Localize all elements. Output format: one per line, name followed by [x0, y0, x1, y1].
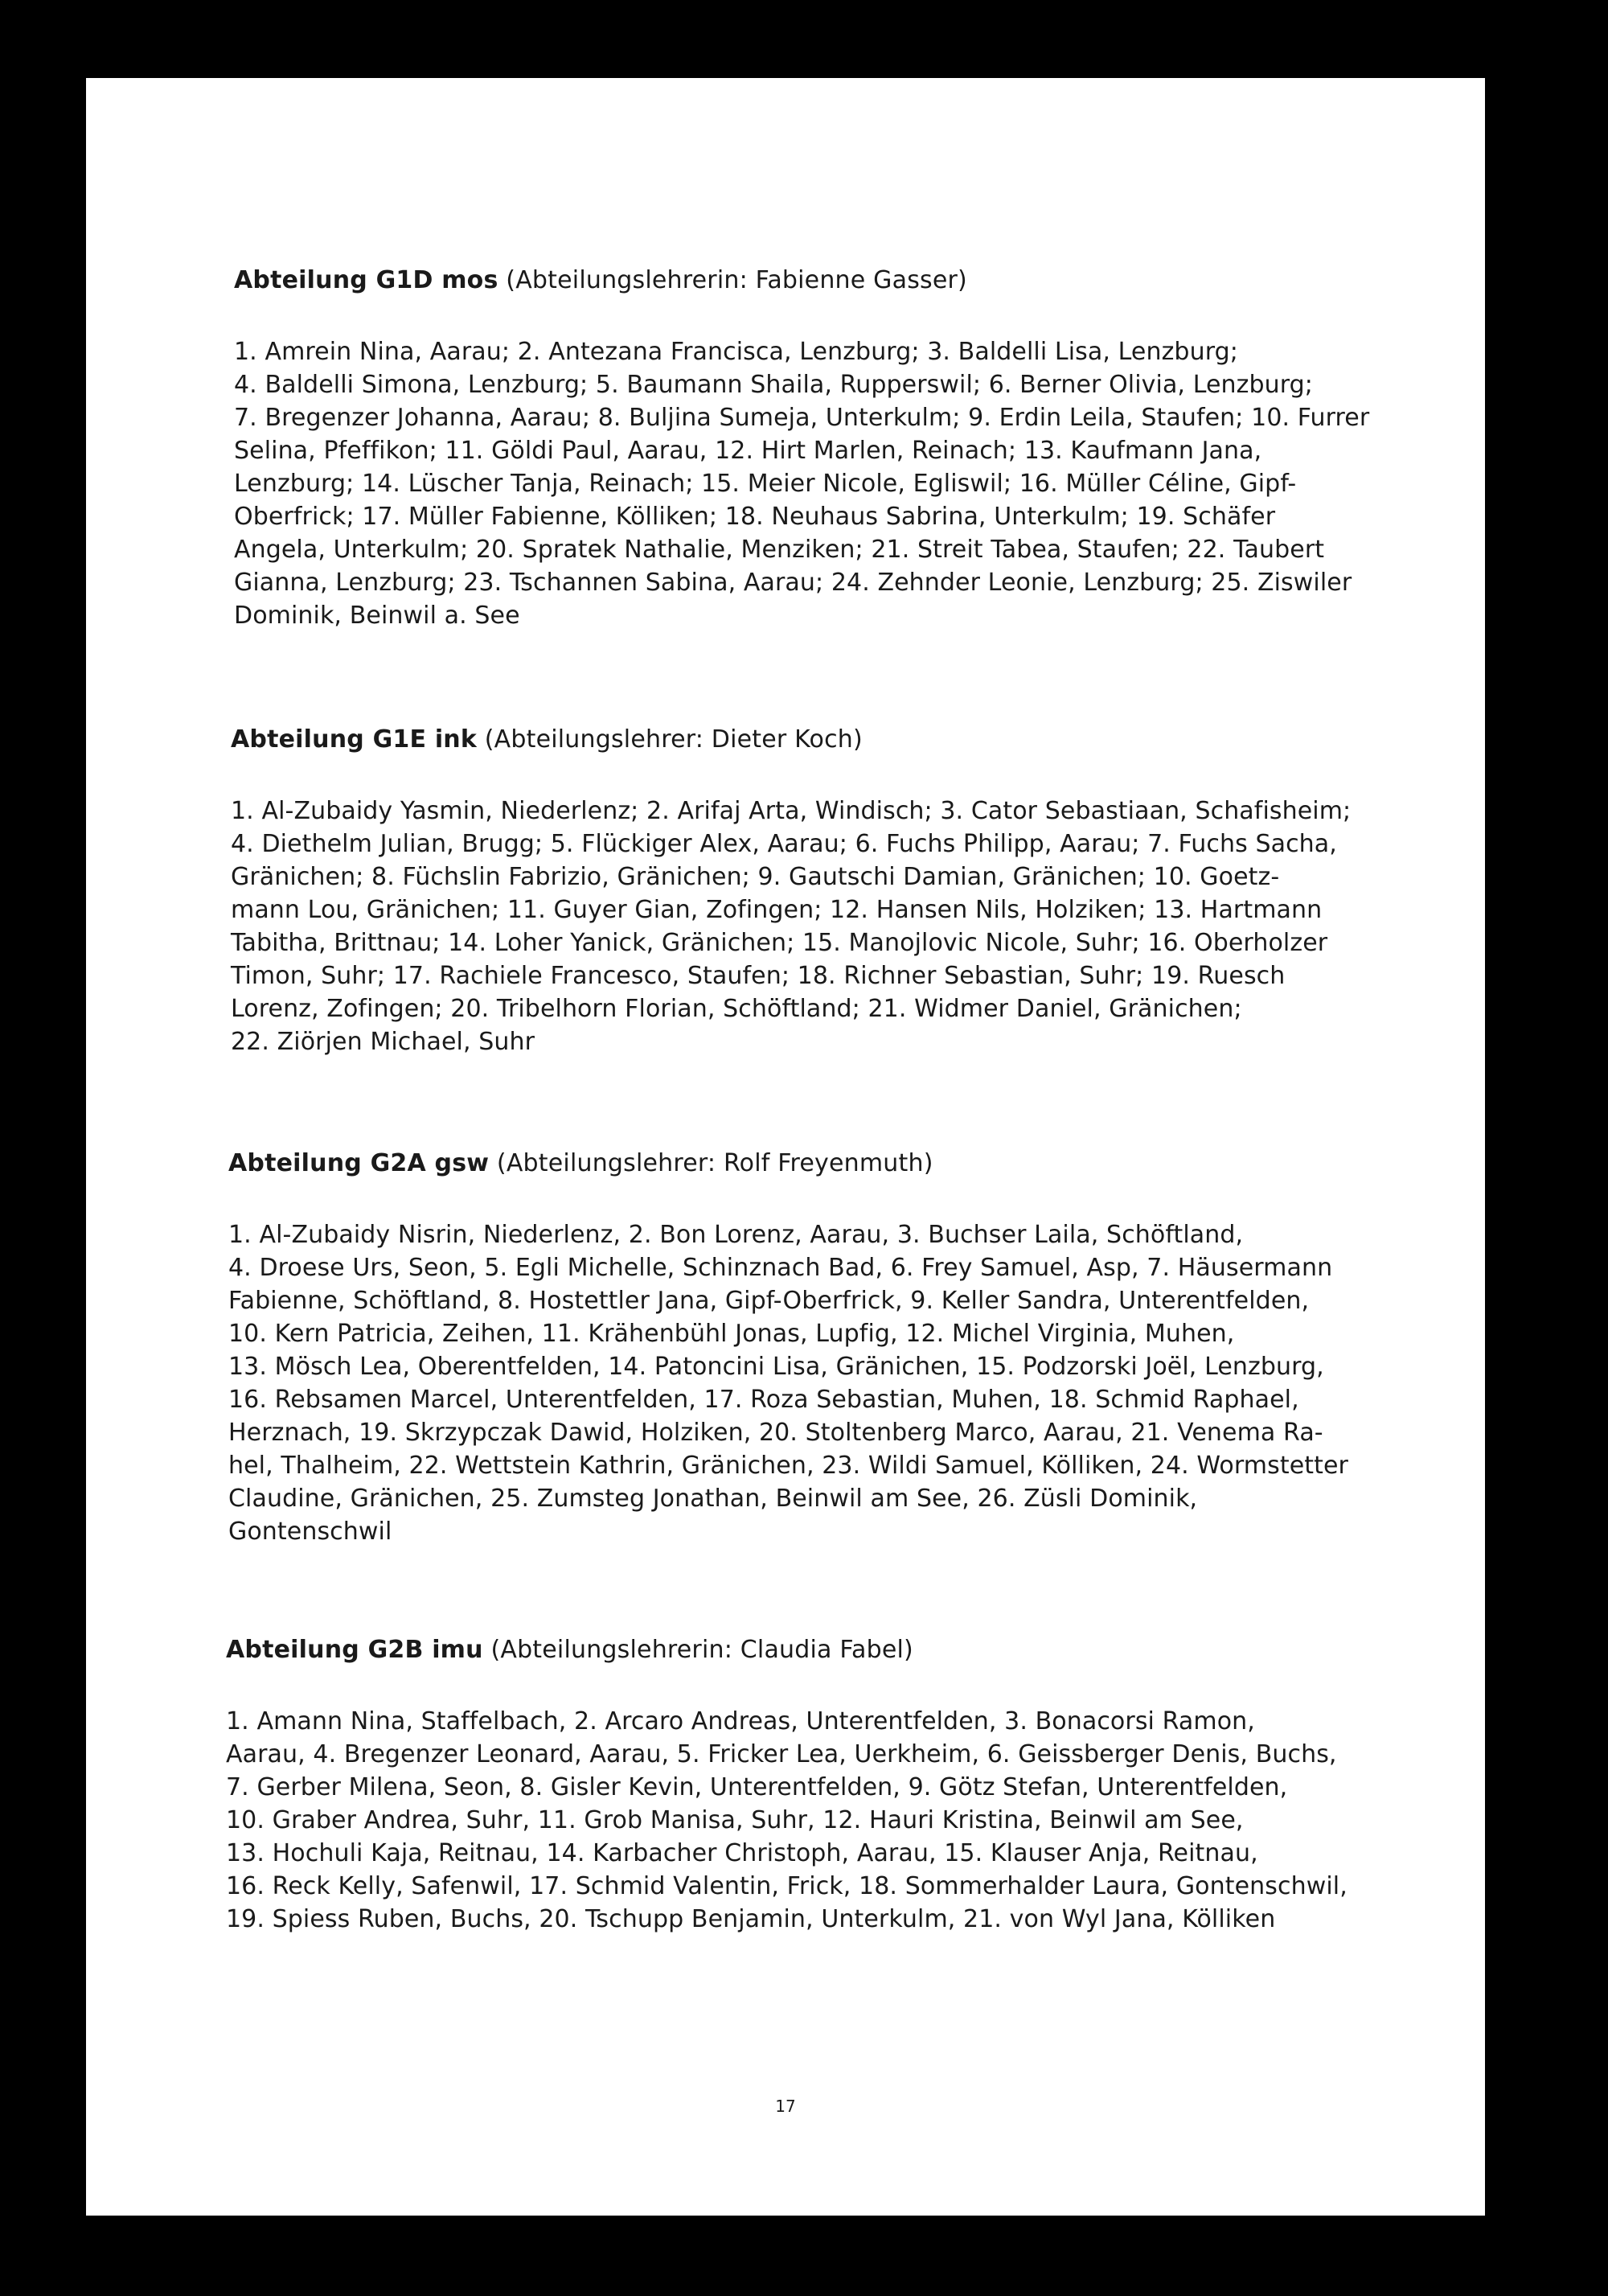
- student-list-line: 13. Hochuli Kaja, Reitnau, 14. Karbacher Christoph, Aarau, 15. Klauser Anja, Reitnau,: [226, 1839, 1258, 1867]
- class-section-g2a: [228, 1148, 1410, 1548]
- section-heading-teacher: (Abteilungslehrer: Dieter Koch): [477, 725, 863, 754]
- student-list-line: Lenzburg; 14. Lüscher Tanja, Reinach; 15. Meier Nicole, Egliswil; 16. Müller Céline, Gipf-: [234, 470, 1297, 498]
- section-heading: [226, 1634, 1408, 1666]
- student-list-line: 10. Graber Andrea, Suhr, 11. Grob Manisa, Suhr, 12. Hauri Kristina, Beinwil am See,: [226, 1806, 1244, 1834]
- student-list: [228, 1218, 1410, 1548]
- student-list-line: 7. Bregenzer Johanna, Aarau; 8. Buljina Sumeja, Unterkulm; 9. Erdin Leila, Staufen; 10. Furrer: [234, 404, 1370, 432]
- student-list-line: 10. Kern Patricia, Zeihen, 11. Krähenbühl Jonas, Lupfig, 12. Michel Virginia, Muhen,: [228, 1320, 1235, 1348]
- student-list-line: Angela, Unterkulm; 20. Spratek Nathalie, Menziken; 21. Streit Tabea, Staufen; 22. Taubert: [234, 536, 1325, 564]
- student-list-line: 16. Rebsamen Marcel, Unterentfelden, 17. Roza Sebastian, Muhen, 18. Schmid Raphael,: [228, 1386, 1299, 1414]
- student-list-line: Herznach, 19. Skrzypczak Dawid, Holziken, 20. Stoltenberg Marco, Aarau, 21. Venema Ra-: [228, 1419, 1323, 1447]
- student-list-line: 13. Mösch Lea, Oberentfelden, 14. Patoncini Lisa, Gränichen, 15. Podzorski Joël, Lenzburg,: [228, 1353, 1324, 1381]
- student-list-line: Gianna, Lenzburg; 23. Tschannen Sabina, Aarau; 24. Zehnder Leonie, Lenzburg; 25. Ziswiler: [234, 569, 1352, 597]
- student-list-line: 19. Spiess Ruben, Buchs, 20. Tschupp Benjamin, Unterkulm, 21. von Wyl Jana, Kölliken: [226, 1905, 1276, 1933]
- section-heading-teacher: (Abteilungslehrerin: Fabienne Gasser): [498, 266, 967, 294]
- student-list-line: Fabienne, Schöftland, 8. Hostettler Jana, Gipf-Oberfrick, 9. Keller Sandra, Unterentfelden,: [228, 1287, 1310, 1315]
- class-section-g2b: [226, 1634, 1408, 1936]
- document-page: [86, 78, 1485, 2216]
- student-list-line: Timon, Suhr; 17. Rachiele Francesco, Staufen; 18. Richner Sebastian, Suhr; 19. Ruesch: [231, 962, 1286, 990]
- student-list-line: Gontenschwil: [228, 1518, 392, 1546]
- student-list-line: Claudine, Gränichen, 25. Zumsteg Jonathan, Beinwil am See, 26. Züsli Dominik,: [228, 1485, 1198, 1513]
- student-list-line: hel, Thalheim, 22. Wettstein Kathrin, Gränichen, 23. Wildi Samuel, Kölliken, 24. Wormstetter: [228, 1452, 1348, 1480]
- student-list-line: Dominik, Beinwil a. See: [234, 602, 520, 630]
- student-list-line: 1. Al-Zubaidy Yasmin, Niederlenz; 2. Arifaj Arta, Windisch; 3. Cator Sebastiaan, Schafisheim;: [231, 797, 1352, 825]
- student-list-line: Oberfrick; 17. Müller Fabienne, Kölliken; 18. Neuhaus Sabrina, Unterkulm; 19. Schäfer: [234, 503, 1276, 531]
- student-list-line: mann Lou, Gränichen; 11. Guyer Gian, Zofingen; 12. Hansen Nils, Holziken; 13. Hartmann: [231, 896, 1323, 924]
- student-list-line: 4. Diethelm Julian, Brugg; 5. Flückiger Alex, Aarau; 6. Fuchs Philipp, Aarau; 7. Fuchs Sacha,: [231, 830, 1337, 858]
- student-list-line: Gränichen; 8. Füchslin Fabrizio, Gränichen; 9. Gautschi Damian, Gränichen; 10. Goetz-: [231, 863, 1280, 891]
- section-heading: [228, 1148, 1410, 1180]
- class-section-g1d: [234, 265, 1416, 632]
- student-list-line: Aarau, 4. Bregenzer Leonard, Aarau, 5. Fricker Lea, Uerkheim, 6. Geissberger Denis, Buchs,: [226, 1740, 1337, 1768]
- section-heading-teacher: (Abteilungslehrer: Rolf Freyenmuth): [489, 1149, 933, 1177]
- student-list: [226, 1705, 1408, 1936]
- student-list-line: 1. Amann Nina, Staffelbach, 2. Arcaro Andreas, Unterentfelden, 3. Bonacorsi Ramon,: [226, 1707, 1255, 1735]
- section-heading-teacher: (Abteilungslehrerin: Claudia Fabel): [482, 1636, 913, 1664]
- student-list-line: 7. Gerber Milena, Seon, 8. Gisler Kevin, Unterentfelden, 9. Götz Stefan, Unterentfelden,: [226, 1773, 1288, 1801]
- section-heading: [231, 724, 1413, 756]
- student-list: [234, 335, 1416, 632]
- section-heading-title: Abteilung G1E ink: [231, 725, 478, 754]
- section-heading-title: Abteilung G2A gsw: [228, 1149, 490, 1177]
- section-heading-title: Abteilung G1D mos: [234, 266, 498, 294]
- student-list-line: 16. Reck Kelly, Safenwil, 17. Schmid Valentin, Frick, 18. Sommerhalder Laura, Gontenschwil,: [226, 1872, 1348, 1900]
- class-section-g1e: [231, 724, 1413, 1058]
- student-list-line: 4. Droese Urs, Seon, 5. Egli Michelle, Schinznach Bad, 6. Frey Samuel, Asp, 7. Häusermann: [228, 1254, 1333, 1282]
- student-list-line: 22. Ziörjen Michael, Suhr: [231, 1028, 535, 1056]
- student-list-line: Lorenz, Zofingen; 20. Tribelhorn Florian, Schöftland; 21. Widmer Daniel, Gränichen;: [231, 995, 1242, 1023]
- section-heading: [234, 265, 1416, 297]
- student-list-line: 1. Al-Zubaidy Nisrin, Niederlenz, 2. Bon Lorenz, Aarau, 3. Buchser Laila, Schöftland,: [228, 1221, 1244, 1249]
- student-list-line: 4. Baldelli Simona, Lenzburg; 5. Baumann Shaila, Rupperswil; 6. Berner Olivia, Lenzburg;: [234, 371, 1314, 399]
- student-list: [231, 795, 1413, 1058]
- student-list-line: 1. Amrein Nina, Aarau; 2. Antezana Francisca, Lenzburg; 3. Baldelli Lisa, Lenzburg;: [234, 338, 1238, 366]
- student-list-line: Selina, Pfeffikon; 11. Göldi Paul, Aarau, 12. Hirt Marlen, Reinach; 13. Kaufmann Jana,: [234, 437, 1262, 465]
- page-number: 17: [775, 2097, 796, 2116]
- section-heading-title: Abteilung G2B imu: [226, 1636, 483, 1664]
- student-list-line: Tabitha, Brittnau; 14. Loher Yanick, Gränichen; 15. Manojlovic Nicole, Suhr; 16. Oberholzer: [231, 929, 1328, 957]
